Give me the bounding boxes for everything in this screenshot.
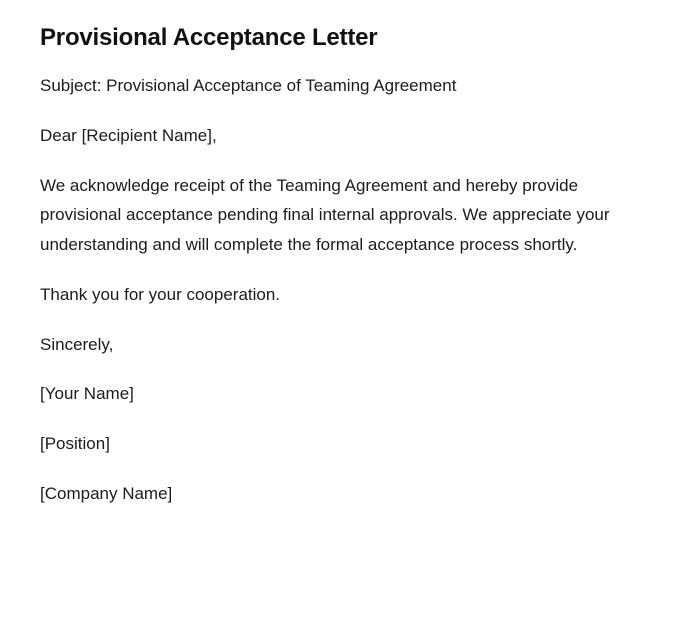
salutation: Dear [Recipient Name], [40,125,217,145]
sign-off: Sincerely, [40,334,114,354]
signature-name: [Your Name] [40,384,134,404]
signature-company: [Company Name] [40,483,173,503]
page-title: Provisional Acceptance Letter [40,24,378,51]
closing-thanks: Thank you for your cooperation. [40,284,281,304]
signature-position: [Position] [40,434,110,454]
subject-line: Subject: Provisional Acceptance of Teaming Agreement [40,76,457,96]
body-paragraph: We acknowledge receipt of the Teaming Agreement and hereby provide provisional acceptance pending final internal approvals. We appreciate your understanding and will complete the formal acceptance process shortly. [40,175,610,255]
